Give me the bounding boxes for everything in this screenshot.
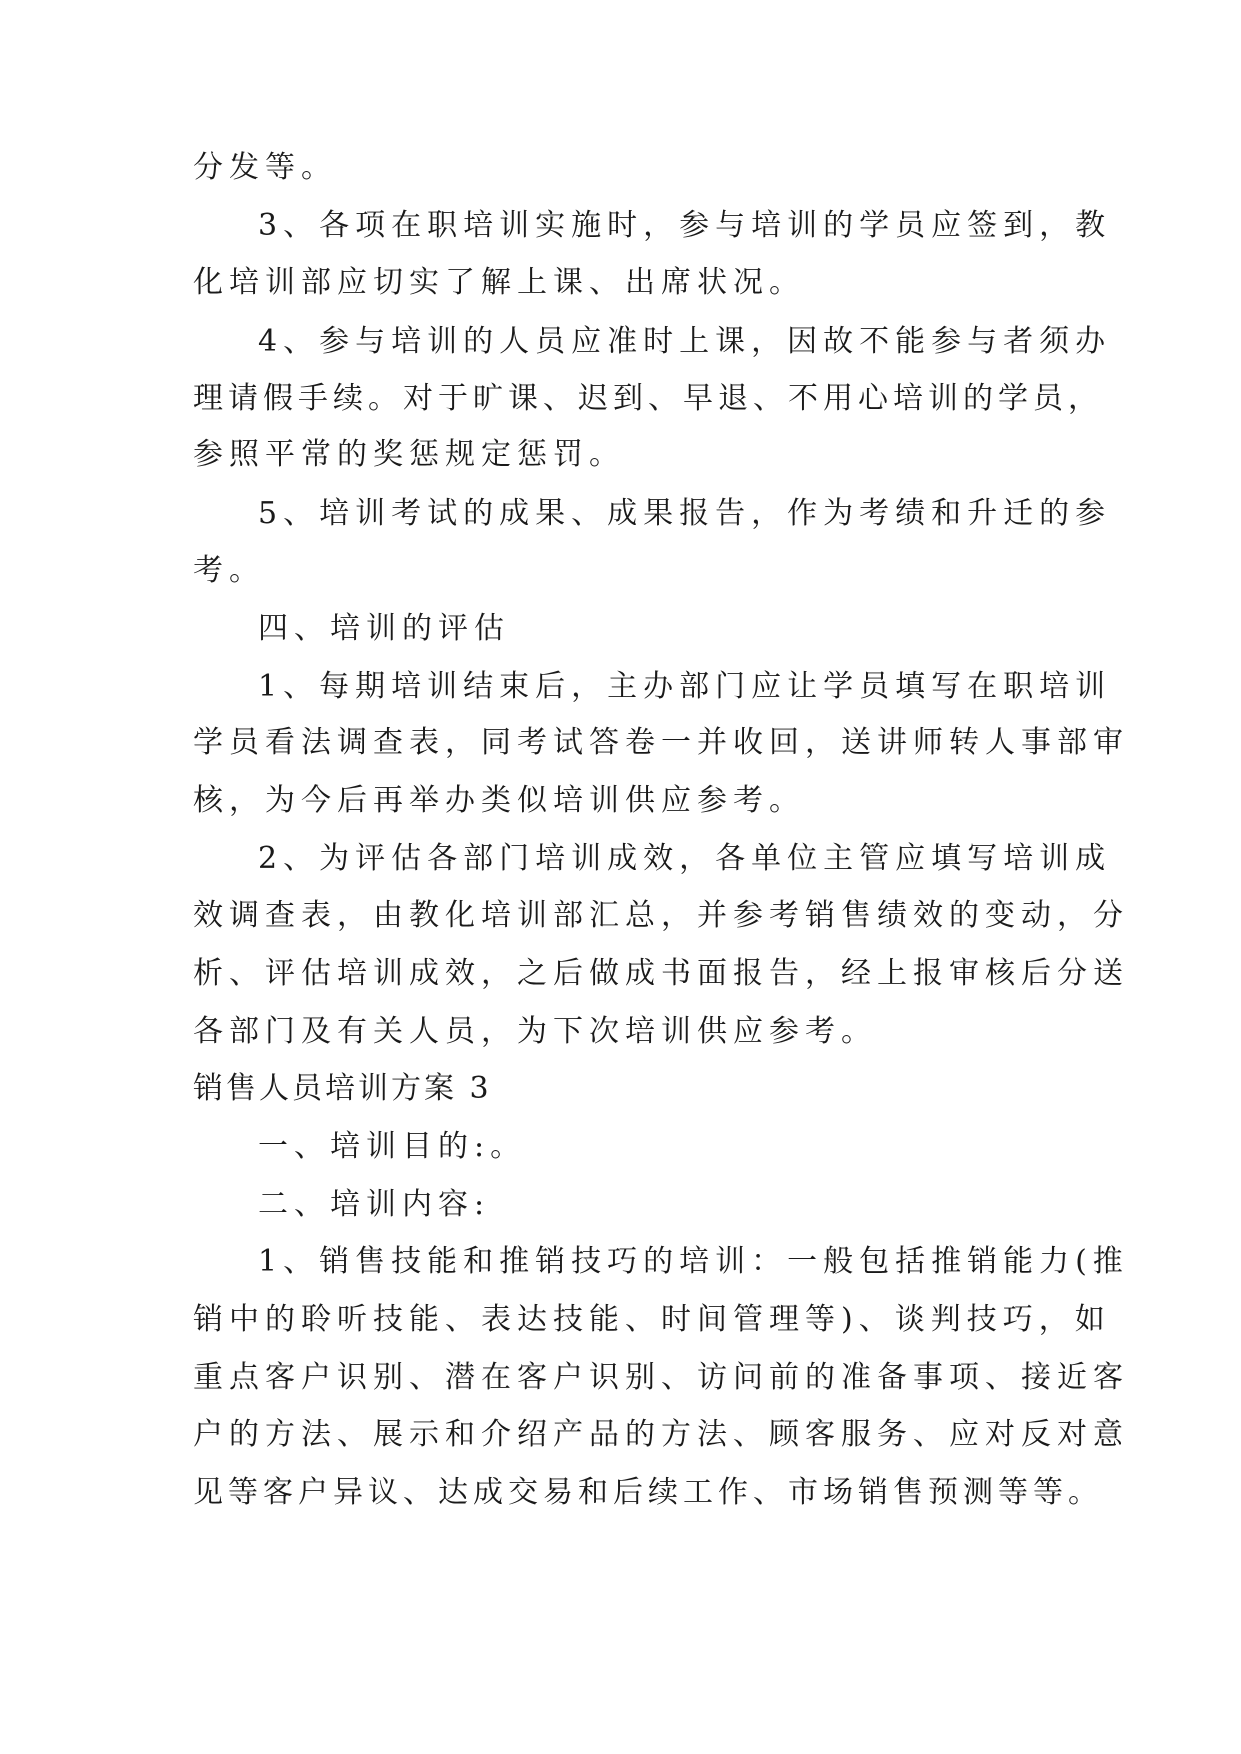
text-line: 理请假手续。对于旷课、迟到、早退、不用心培训的学员， <box>193 381 1103 416</box>
text-line: 参照平常的奖惩规定惩罚。 <box>193 437 625 472</box>
text-line: 4、参与培训的人员应准时上课，因故不能参与者须办 <box>258 324 1112 359</box>
text-line: 3、各项在职培训实施时，参与培训的学员应签到，教 <box>258 208 1112 243</box>
text-line: 分发等。 <box>193 150 337 185</box>
text-line: 2、为评估各部门培训成效，各单位主管应填写培训成 <box>258 841 1112 876</box>
text-line: 效调查表，由教化培训部汇总，并参考销售绩效的变动，分 <box>193 898 1129 933</box>
text-line: 化培训部应切实了解上课、出席状况。 <box>193 265 805 300</box>
section-heading: 一、培训目的:。 <box>258 1129 527 1164</box>
text-line: 析、评估培训成效，之后做成书面报告，经上报审核后分送 <box>193 956 1129 991</box>
text-line: 核，为今后再举办类似培训供应参考。 <box>193 783 805 818</box>
text-line: 1、每期培训结束后，主办部门应让学员填写在职培训 <box>258 669 1112 704</box>
document-title: 销售人员培训方案 3 <box>193 1071 492 1106</box>
text-line: 5、培训考试的成果、成果报告，作为考绩和升迁的参 <box>258 496 1112 531</box>
text-line: 学员看法调查表，同考试答卷一并收回，送讲师转人事部审 <box>193 725 1129 760</box>
text-line: 销中的聆听技能、表达技能、时间管理等)、谈判技巧，如 <box>193 1302 1111 1337</box>
text-line: 重点客户识别、潜在客户识别、访问前的准备事项、接近客 <box>193 1360 1129 1395</box>
text-line: 1、销售技能和推销技巧的培训：一般包括推销能力(推 <box>258 1244 1129 1279</box>
text-line: 户的方法、展示和介绍产品的方法、顾客服务、应对反对意 <box>193 1417 1129 1452</box>
text-line: 考。 <box>193 553 265 588</box>
text-line: 各部门及有关人员，为下次培训供应参考。 <box>193 1014 877 1049</box>
text-line: 见等客户异议、达成交易和后续工作、市场销售预测等等。 <box>193 1475 1103 1510</box>
section-heading: 四、培训的评估 <box>258 611 510 646</box>
section-heading: 二、培训内容: <box>258 1187 491 1222</box>
